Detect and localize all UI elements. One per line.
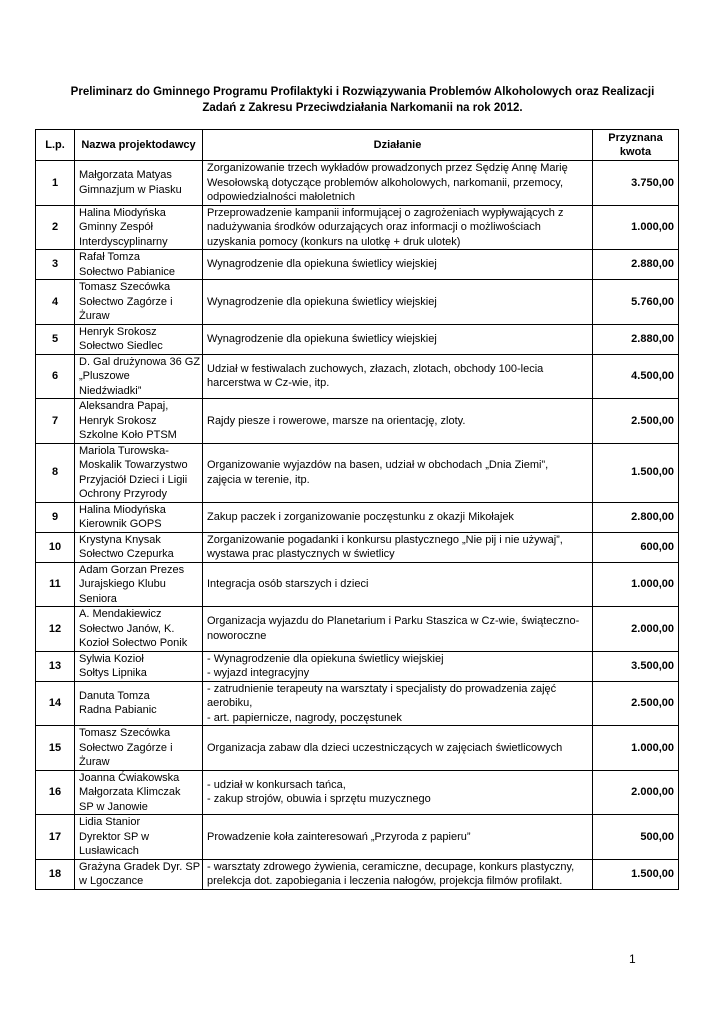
page-title [60,84,665,116]
applicant-name-line: Sołectwo Pabianice [79,265,176,278]
granted-amount: 2.000,00 [593,770,679,815]
applicant-name-line: Niedźwiadki” [79,384,142,397]
action-description [203,770,593,815]
applicant-name-line: Kierownik GOPS [79,518,162,530]
applicant-name-line: A. Mendakiewicz [79,608,162,620]
applicant-name-line: Sylwia Kozioł [79,652,144,665]
applicant-name [75,205,203,250]
action-description-line: - zatrudnienie terapeuty na warsztaty i specjalisty do prowadzenia zajęć [207,682,557,695]
applicant-name [75,280,203,325]
table-row [36,399,679,444]
table-row [36,205,679,250]
applicant-name-line: Tomasz Szecówka [79,281,171,293]
applicant-name-line: D. Gal drużynowa 36 GZ [79,355,201,368]
granted-amount: 1.500,00 [593,443,679,502]
applicant-name [75,815,203,860]
action-description-line: Wesołowską dotyczące problemów alkoholowych, narkomanii, przemocy, [207,176,564,189]
applicant-name-line: Sołectwo Janów, K. [79,622,175,635]
row-number: 4 [36,280,75,325]
applicant-name [75,651,203,681]
applicant-name-line: Sołectwo Czepurka [79,548,174,560]
applicant-name [75,532,203,562]
granted-amount: 5.760,00 [593,280,679,325]
action-description-line: Wynagrodzenie dla opiekuna świetlicy wiejskiej [207,332,437,345]
action-description [203,607,593,652]
header-amount-line-2: kwota [619,146,652,158]
action-description-line: - udział w konkursach tańca, [207,778,346,791]
applicant-name-line: Adam Gorzan Prezes [79,563,185,576]
applicant-name [75,324,203,354]
applicant-name-line: „Pluszowe [79,370,130,382]
title-line-2: Zadań z Zakresu Przeciwdziałania Narkomanii na rok 2012. [202,102,523,114]
granted-amount: 2.880,00 [593,324,679,354]
action-description [203,399,593,444]
table-row [36,770,679,815]
action-description-line: wystawa prac plastycznych w świetlicy [207,548,395,560]
action-description-line: - art. papiernicze, nagrody, poczęstunek [207,711,402,724]
action-description [203,354,593,399]
action-description-line: Organizowanie wyjazdów na basen, udział w obchodach „Dnia Ziemi”, [207,459,549,471]
applicant-name-line: Kozioł Sołectwo Ponik [79,637,188,649]
table-row [36,726,679,771]
header-amount [593,130,679,161]
row-number: 5 [36,324,75,354]
action-description [203,815,593,860]
table-row [36,502,679,532]
budget-table [35,129,679,890]
row-number: 14 [36,681,75,726]
action-description [203,562,593,607]
applicant-name-line: Małgorzata Klimczak [79,786,181,798]
table-row [36,651,679,681]
applicant-name-line: Sołectwo Zagórze i [79,741,173,754]
applicant-name-line: Tomasz Szecówka [79,727,171,739]
applicant-name-line: Żuraw [79,756,110,768]
applicant-name [75,859,203,889]
action-description [203,280,593,325]
granted-amount: 2.500,00 [593,681,679,726]
granted-amount: 1.000,00 [593,726,679,771]
table-row [36,324,679,354]
action-description-line: Rajdy piesze i rowerowe, marsze na orientację, zloty. [207,414,466,427]
action-description [203,502,593,532]
applicant-name-line: Przyjaciół Dzieci i Ligii [79,473,188,486]
action-description-line: - zakup strojów, obuwia i sprzętu muzycznego [207,793,431,806]
row-number: 18 [36,859,75,889]
applicant-name-line: Małgorzata Matyas [79,169,172,182]
table-header-row [36,130,679,161]
page-number: 1 [629,952,636,966]
applicant-name-line: Rafał Tomza [79,251,140,263]
applicant-name-line: Gimnazjum w Piasku [79,183,182,196]
action-description [203,726,593,771]
action-description-line: prelekcja dot. zapobiegania i leczenia nałogów, projekcja filmów profilakt. [207,875,563,887]
row-number: 16 [36,770,75,815]
applicant-name [75,607,203,652]
action-description-line: Zorganizowanie trzech wykładów prowadzonych przez Sędzię Annę Marię [207,162,568,174]
action-description-line: Prowadzenie koła zainteresowań „Przyroda z papieru” [207,830,471,843]
granted-amount: 600,00 [593,532,679,562]
action-description [203,859,593,889]
table-row [36,354,679,399]
applicant-name-line: Lusławicach [79,845,139,857]
action-description [203,532,593,562]
applicant-name-line: w Lgoczance [79,875,144,887]
action-description [203,324,593,354]
applicant-name-line: Seniora [79,592,117,605]
applicant-name [75,443,203,502]
applicant-name [75,770,203,815]
action-description-line: Wynagrodzenie dla opiekuna świetlicy wiejskiej [207,258,437,271]
granted-amount: 3.500,00 [593,651,679,681]
applicant-name-line: Grażyna Gradek Dyr. SP [79,860,201,873]
granted-amount: 2.000,00 [593,607,679,652]
table-row [36,443,679,502]
row-number: 2 [36,205,75,250]
applicant-name-line: Radna Pabianic [79,704,157,717]
header-amount-line-1: Przyznana [608,131,663,144]
applicant-name-line: Danuta Tomza [79,689,150,702]
applicant-name-line: Lidia Stanior [79,816,141,828]
action-description-line: Organizacja wyjazdu do Planetarium i Parku Staszica w Cz-wie, świąteczno- [207,615,580,628]
action-description-line: aerobiku, [207,697,253,709]
header-action: Działanie [203,130,593,161]
applicant-name-line: Sołtys Lipnika [79,667,147,679]
header-name: Nazwa projektodawcy [75,130,203,161]
action-description-line: - warsztaty zdrowego żywienia, ceramiczne, decupage, konkurs plastyczny, [207,860,575,873]
granted-amount: 1.000,00 [593,205,679,250]
applicant-name [75,399,203,444]
row-number: 8 [36,443,75,502]
applicant-name [75,250,203,280]
table-row [36,681,679,726]
applicant-name [75,562,203,607]
action-description-line: noworoczne [207,629,267,642]
applicant-name [75,161,203,206]
action-description [203,250,593,280]
row-number: 9 [36,502,75,532]
applicant-name-line: Halina Miodyńska [79,206,166,219]
applicant-name-line: Żuraw [79,310,110,322]
applicant-name-line: Sołectwo Siedlec [79,340,163,352]
table-row [36,859,679,889]
applicant-name-line: Gminny Zespół [79,221,153,233]
applicant-name-line: Halina Miodyńska [79,503,166,516]
applicant-name-line: Joanna Ćwiakowska [79,771,180,784]
applicant-name [75,726,203,771]
applicant-name-line: Interdyscyplinarny [79,235,168,248]
action-description-line: harcerstwa w Cz-wie, itp. [207,377,330,390]
applicant-name-line: Krystyna Knysak [79,533,161,546]
granted-amount: 1.000,00 [593,562,679,607]
applicant-name-line: Jurajskiego Klubu [79,578,166,590]
action-description-line: zajęcia w terenie, itp. [207,473,310,486]
granted-amount: 3.750,00 [593,161,679,206]
table-row [36,280,679,325]
applicant-name-line: Ochrony Przyrody [79,488,168,500]
applicant-name-line: Dyrektor SP w [79,830,150,843]
action-description [203,681,593,726]
action-description-line: Zorganizowanie pogadanki i konkursu plastycznego „Nie pij i nie używaj”, [207,533,563,546]
applicant-name [75,681,203,726]
granted-amount: 500,00 [593,815,679,860]
granted-amount: 1.500,00 [593,859,679,889]
applicant-name-line: Sołectwo Zagórze i [79,295,173,308]
row-number: 11 [36,562,75,607]
row-number: 3 [36,250,75,280]
applicant-name-line: Mariola Turowska- [79,444,169,457]
action-description-line: Udział w festiwalach zuchowych, złazach, zlotach, obchody 100-lecia [207,362,544,375]
action-description-line: - wyjazd integracyjny [207,667,310,679]
applicant-name-line: Aleksandra Papaj, [79,400,169,412]
granted-amount: 2.880,00 [593,250,679,280]
table-row [36,815,679,860]
applicant-name [75,354,203,399]
action-description-line: uzyskania pomocy (konkurs na ulotkę + druk ulotek) [207,235,461,248]
table-row [36,562,679,607]
header-lp: L.p. [36,130,75,161]
table-row [36,607,679,652]
action-description-line: - Wynagrodzenie dla opiekuna świetlicy wiejskiej [207,652,444,665]
row-number: 12 [36,607,75,652]
action-description-line: Zakup paczek i zorganizowanie poczęstunku z okazji Mikołajek [207,510,514,523]
action-description-line: Organizacja zabaw dla dzieci uczestniczących w zajęciach świetlicowych [207,741,563,754]
action-description [203,651,593,681]
granted-amount: 2.500,00 [593,399,679,444]
applicant-name-line: Henryk Srokosz [79,325,157,338]
applicant-name-line: Szkolne Koło PTSM [79,429,177,441]
action-description-line: Wynagrodzenie dla opiekuna świetlicy wiejskiej [207,295,437,308]
table-row [36,250,679,280]
action-description [203,205,593,250]
row-number: 13 [36,651,75,681]
granted-amount: 4.500,00 [593,354,679,399]
row-number: 6 [36,354,75,399]
granted-amount: 2.800,00 [593,502,679,532]
row-number: 7 [36,399,75,444]
action-description-line: Przeprowadzenie kampanii informującej o zagrożeniach wypływających z [207,206,564,219]
action-description [203,443,593,502]
row-number: 1 [36,161,75,206]
row-number: 15 [36,726,75,771]
table-row [36,161,679,206]
row-number: 10 [36,532,75,562]
applicant-name-line: Moskalik Towarzystwo [79,459,188,471]
action-description-line: odpowiedzialności małoletnich [207,191,355,203]
row-number: 17 [36,815,75,860]
applicant-name-line: Henryk Srokosz [79,414,157,427]
applicant-name-line: SP w Janowie [79,800,148,813]
action-description-line: Integracja osób starszych i dzieci [207,578,369,590]
applicant-name [75,502,203,532]
action-description-line: nadużywania środków odurzających oraz informacji o możliwościach [207,221,541,233]
title-line-1: Preliminarz do Gminnego Programu Profilaktyki i Rozwiązywania Problemów Alkoholowych oraz Realizacji [70,86,655,98]
table-row [36,532,679,562]
action-description [203,161,593,206]
